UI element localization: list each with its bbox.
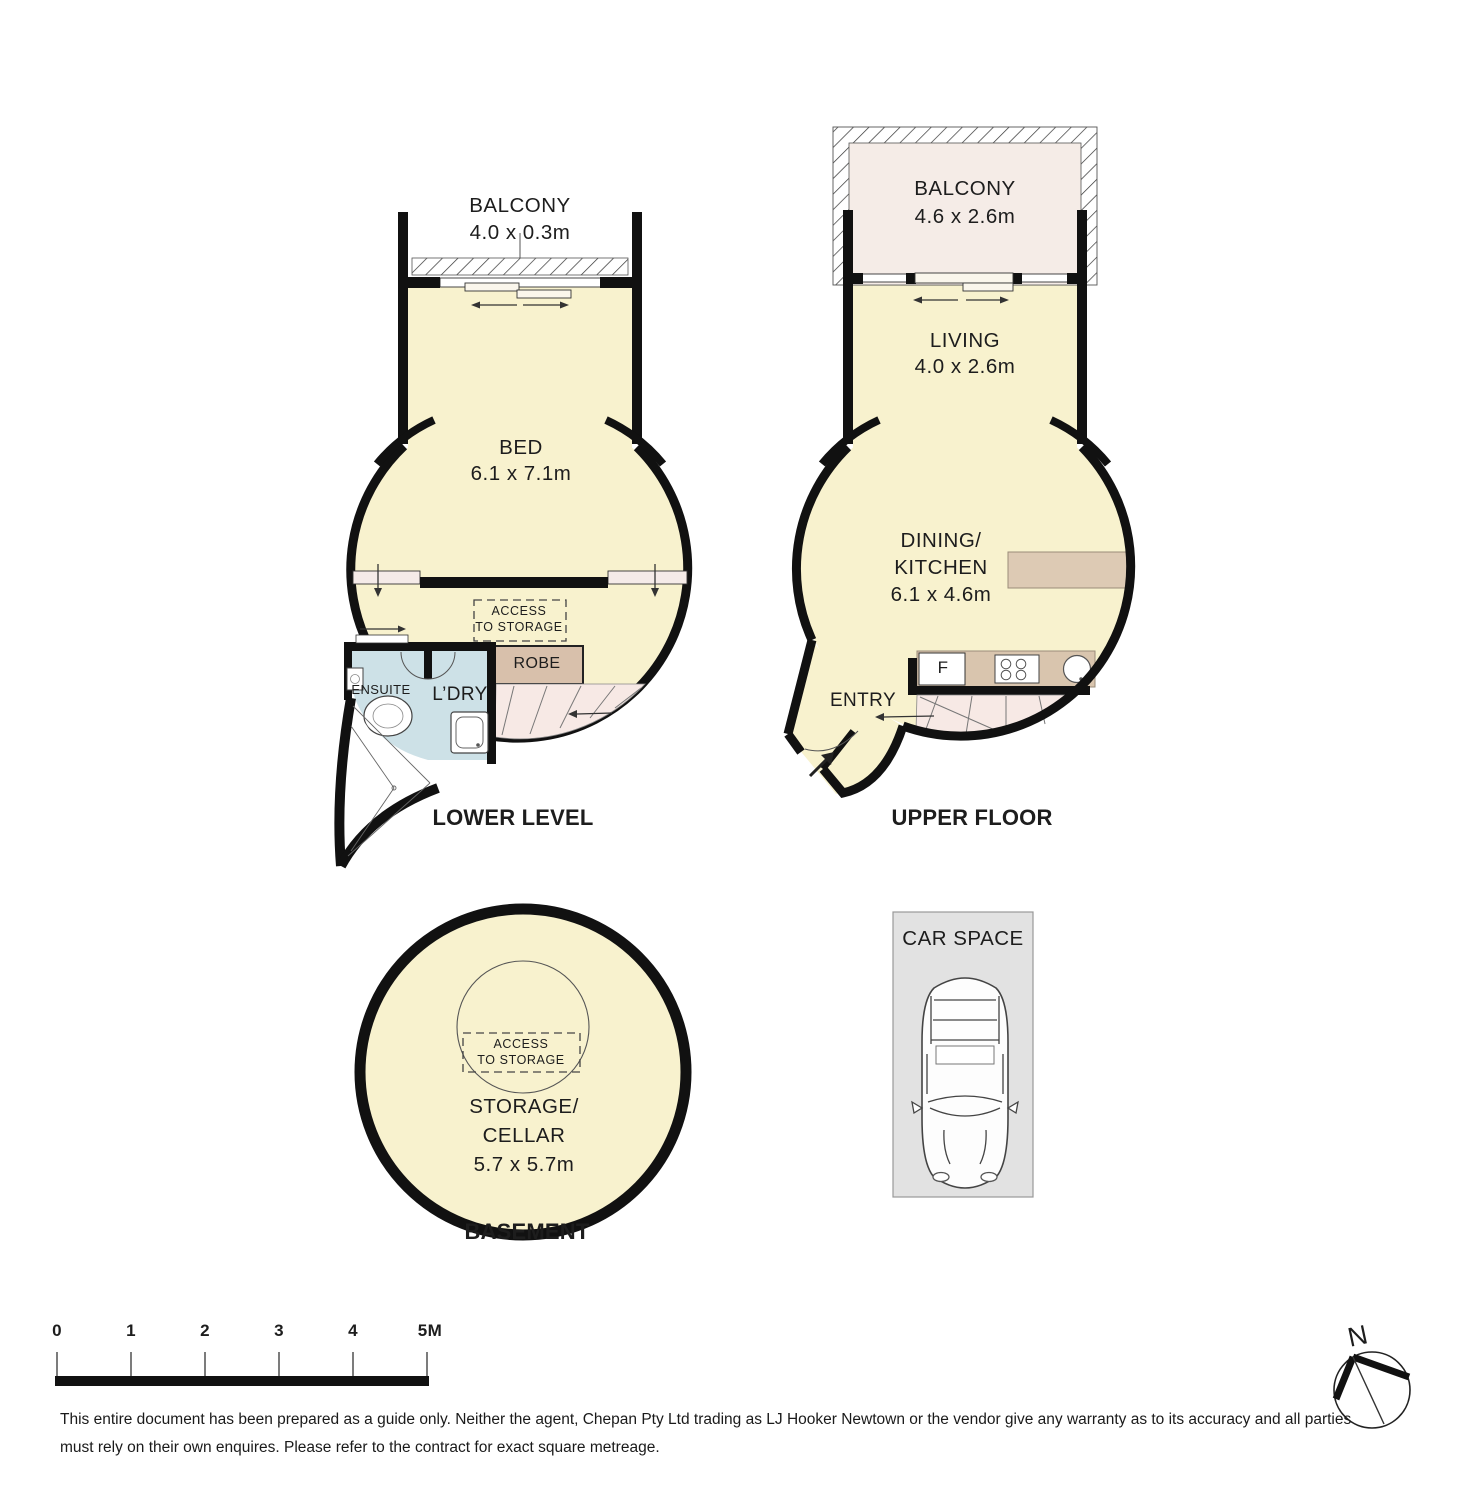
car-space-plan bbox=[893, 912, 1033, 1197]
scale-label-0: 0 bbox=[52, 1321, 62, 1340]
ensuite-label: ENSUITE bbox=[351, 682, 411, 697]
toilet-icon bbox=[364, 696, 412, 736]
cooktop-icon bbox=[995, 655, 1039, 683]
storage-label-line1: STORAGE/ bbox=[469, 1095, 579, 1118]
scale-bar-rule bbox=[55, 1376, 429, 1386]
wall-segment bbox=[408, 277, 440, 288]
laundry-label: L’DRY bbox=[432, 684, 488, 705]
storage-dims: 5.7 x 5.7m bbox=[473, 1153, 575, 1176]
scale-ticks bbox=[57, 1352, 427, 1378]
wall-left bbox=[398, 212, 408, 444]
wall-segment bbox=[853, 273, 863, 284]
basement-title: BASEMENT bbox=[464, 1219, 590, 1244]
scale-label-1: 1 bbox=[126, 1321, 136, 1340]
sliding-door-panel bbox=[465, 283, 519, 291]
dining-label-line2: KITCHEN bbox=[894, 556, 988, 579]
entry-label: ENTRY bbox=[829, 690, 897, 711]
scale-label-2: 2 bbox=[200, 1321, 210, 1340]
window bbox=[608, 571, 687, 584]
living-dims: 4.0 x 2.6m bbox=[914, 355, 1016, 378]
disclaimer-line2: must rely on their own enquires. Please refer to the contract for exact square metreage. bbox=[60, 1439, 660, 1456]
lower-balcony-label: BALCONY bbox=[469, 194, 571, 217]
kitchen-bench bbox=[1008, 552, 1133, 588]
dining-label-line1: DINING/ bbox=[900, 529, 982, 552]
car-space-title: CAR SPACE bbox=[902, 927, 1024, 950]
wall-segment bbox=[420, 577, 608, 588]
upper-floor-title: UPPER FLOOR bbox=[891, 805, 1053, 830]
basement-access-label-line2: TO STORAGE bbox=[477, 1053, 565, 1067]
wall-segment bbox=[908, 658, 917, 688]
lower-balcony-dims: 4.0 x 0.3m bbox=[469, 221, 571, 244]
sliding-door-panel bbox=[963, 283, 1013, 291]
wall-segment bbox=[906, 273, 916, 284]
scale-label-5: 5M bbox=[417, 1321, 443, 1340]
bed-dims: 6.1 x 7.1m bbox=[470, 462, 572, 485]
lower-access-label-line2: TO STORAGE bbox=[475, 620, 563, 634]
lower-level-title: LOWER LEVEL bbox=[432, 805, 594, 830]
storage-label-line2: CELLAR bbox=[482, 1124, 566, 1147]
basement-plan bbox=[360, 909, 686, 1235]
wall-segment bbox=[600, 277, 634, 288]
wall-right bbox=[632, 212, 642, 444]
bed-label: BED bbox=[499, 436, 543, 459]
living-label: LIVING bbox=[929, 329, 1001, 352]
dining-dims: 6.1 x 4.6m bbox=[890, 583, 992, 606]
disclaimer-line1: This entire document has been prepared as a guide only. Neither the agent, Chepan Pty Ltd trading as LJ Hooker Newtown or the vendor give any warranty as to its accuracy and all parties bbox=[60, 1411, 1352, 1428]
scale-bar bbox=[55, 1352, 429, 1386]
stairs-lower bbox=[495, 684, 645, 739]
wall-segment bbox=[908, 686, 1090, 695]
sliding-door-panel bbox=[356, 635, 408, 643]
lower-level-plan bbox=[339, 212, 687, 866]
lower-access-label-line1: ACCESS bbox=[491, 604, 547, 618]
window bbox=[353, 571, 420, 584]
sliding-door-panel bbox=[915, 273, 1013, 283]
wall-segment bbox=[424, 651, 432, 679]
upper-balcony-dims: 4.6 x 2.6m bbox=[914, 205, 1016, 228]
lower-balcony-deck bbox=[412, 258, 628, 275]
wall-right bbox=[1077, 210, 1087, 444]
car-top-view-icon bbox=[912, 978, 1018, 1188]
wall-left bbox=[843, 210, 853, 444]
sliding-door-panel bbox=[517, 290, 571, 298]
laundry-tub-icon bbox=[451, 712, 488, 753]
basement-access-label-line1: ACCESS bbox=[493, 1037, 549, 1051]
north-label: N bbox=[1344, 1319, 1371, 1353]
wall-segment bbox=[1012, 273, 1022, 284]
wall-segment bbox=[1067, 273, 1077, 284]
scale-label-4: 4 bbox=[348, 1321, 358, 1340]
scale-label-3: 3 bbox=[274, 1321, 284, 1340]
fridge-label: F bbox=[937, 658, 949, 677]
upper-balcony-label: BALCONY bbox=[914, 177, 1016, 200]
tap-dot bbox=[476, 743, 480, 747]
robe-label: ROBE bbox=[513, 655, 561, 672]
